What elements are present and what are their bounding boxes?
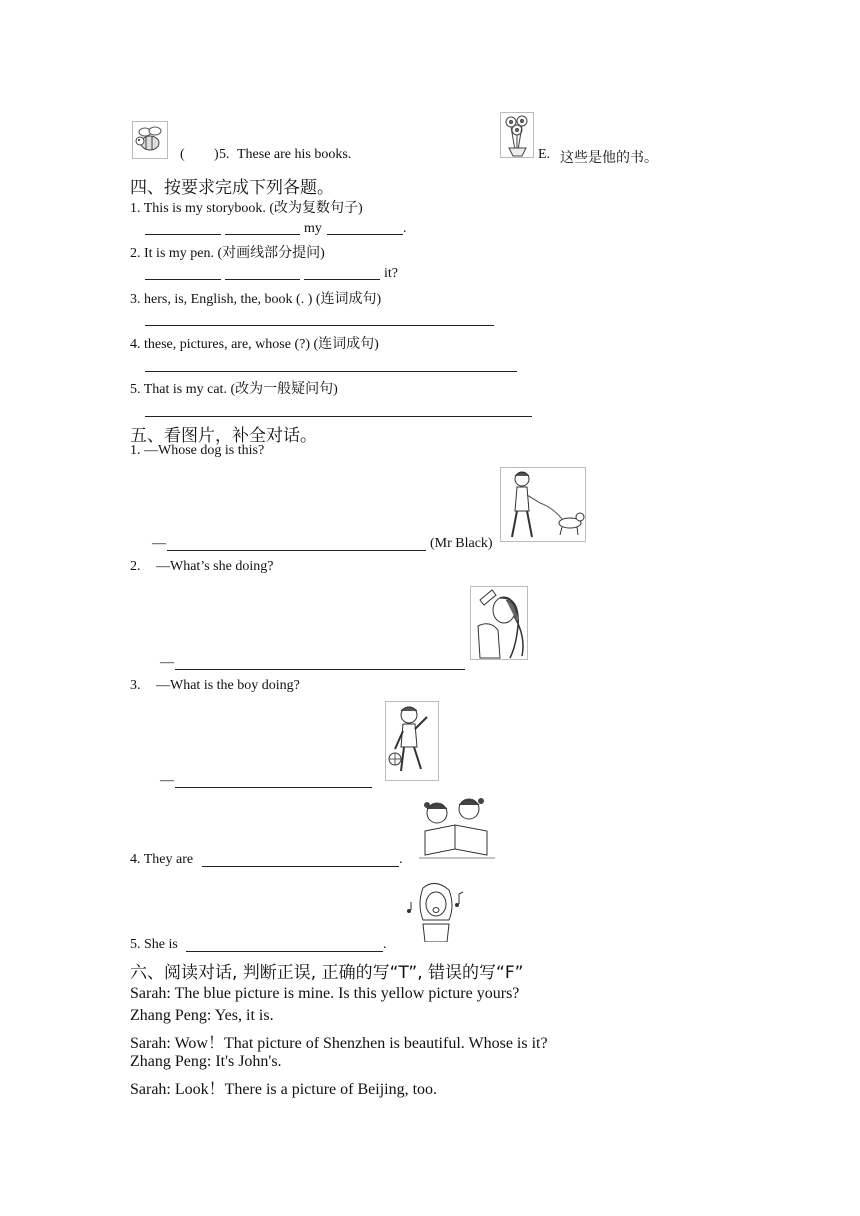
s5-q3-number: 3. — [130, 678, 141, 693]
s4-q1-text: 1. This is my storybook. (改为复数句子) — [130, 201, 363, 216]
dialogue-line-5: Sarah: Look！There is a picture of Beijing, too. — [130, 1081, 438, 1098]
s5-q1-question: 1. —Whose dog is this? — [130, 443, 265, 458]
s4-q1-blank-1[interactable] — [145, 234, 221, 235]
girl-drinking-picture-icon — [470, 586, 528, 660]
s4-q4-answer-line[interactable] — [145, 371, 517, 372]
girls-reading-picture-icon — [415, 795, 497, 859]
s4-q2-blank-2[interactable] — [225, 279, 300, 280]
dialogue-line-2: Zhang Peng: Yes, it is. — [130, 1007, 274, 1024]
s5-q2-number: 2. — [130, 559, 141, 574]
s4-q2-blank-3[interactable] — [304, 279, 380, 280]
s4-q1-mid-word: my — [304, 221, 322, 236]
s5-q5-end: . — [383, 937, 387, 952]
match-number: 5. — [219, 147, 230, 162]
s5-q2-answer-line[interactable] — [175, 669, 465, 670]
dialogue-line-3: Sarah: Wow！That picture of Shenzhen is beautiful. Whose is it? — [130, 1035, 548, 1052]
s5-q5-prefix: 5. She is — [130, 937, 178, 952]
paren-open: ( — [180, 147, 185, 162]
s5-q1-hint: (Mr Black) — [430, 536, 493, 551]
s4-q4-text: 4. these, pictures, are, whose (?) (连词成句) — [130, 337, 379, 352]
dialogue-line-4: Zhang Peng: It's John's. — [130, 1053, 282, 1070]
s4-q1-blank-2[interactable] — [225, 234, 300, 235]
section6-heading: 六、阅读对话, 判断正误, 正确的写“T”, 错误的写“F” — [130, 963, 524, 983]
s5-q1-dash: — — [152, 536, 166, 551]
paren-close: ) — [214, 147, 219, 162]
s4-q2-end: it? — [384, 266, 398, 281]
s4-q5-answer-line[interactable] — [145, 416, 532, 417]
option-text: 这些是他的书。 — [560, 150, 658, 166]
s4-q3-answer-line[interactable] — [145, 325, 494, 326]
girl-singing-picture-icon — [405, 880, 467, 942]
dialogue-line-1: Sarah: The blue picture is mine. Is this yellow picture yours? — [130, 985, 520, 1002]
s4-q1-blank-3[interactable] — [327, 234, 403, 235]
s4-q2-text: 2. It is my pen. (对画线部分提问) — [130, 246, 325, 261]
option-letter: E. — [538, 147, 551, 162]
boy-playing-ball-picture-icon — [385, 701, 439, 781]
s5-q3-dash: — — [160, 773, 174, 788]
s5-q3-question: —What is the boy doing? — [156, 678, 300, 693]
s5-q5-answer-line[interactable] — [186, 951, 383, 952]
s4-q2-blank-1[interactable] — [145, 279, 221, 280]
s4-q3-text: 3. hers, is, English, the, book (. ) (连词成句) — [130, 292, 382, 307]
s5-q2-question: —What’s she doing? — [156, 559, 274, 574]
s5-q3-answer-line[interactable] — [175, 787, 372, 788]
s5-q4-answer-line[interactable] — [202, 866, 399, 867]
section5-heading: 五、看图片，补全对话。 — [130, 426, 317, 446]
section4-heading: 四、按要求完成下列各题。 — [130, 178, 334, 198]
match-sentence: These are his books. — [237, 147, 352, 162]
s5-q1-answer-line[interactable] — [167, 550, 426, 551]
flowers-picture-icon — [500, 112, 534, 158]
s4-q5-text: 5. That is my cat. (改为一般疑问句) — [130, 382, 338, 397]
s4-q1-end: . — [403, 221, 407, 236]
s5-q4-prefix: 4. They are — [130, 852, 194, 867]
s5-q4-end: . — [399, 852, 403, 867]
bee-picture-icon — [132, 121, 168, 159]
s5-q2-dash: — — [160, 655, 174, 670]
man-walking-dog-picture-icon — [500, 467, 586, 542]
